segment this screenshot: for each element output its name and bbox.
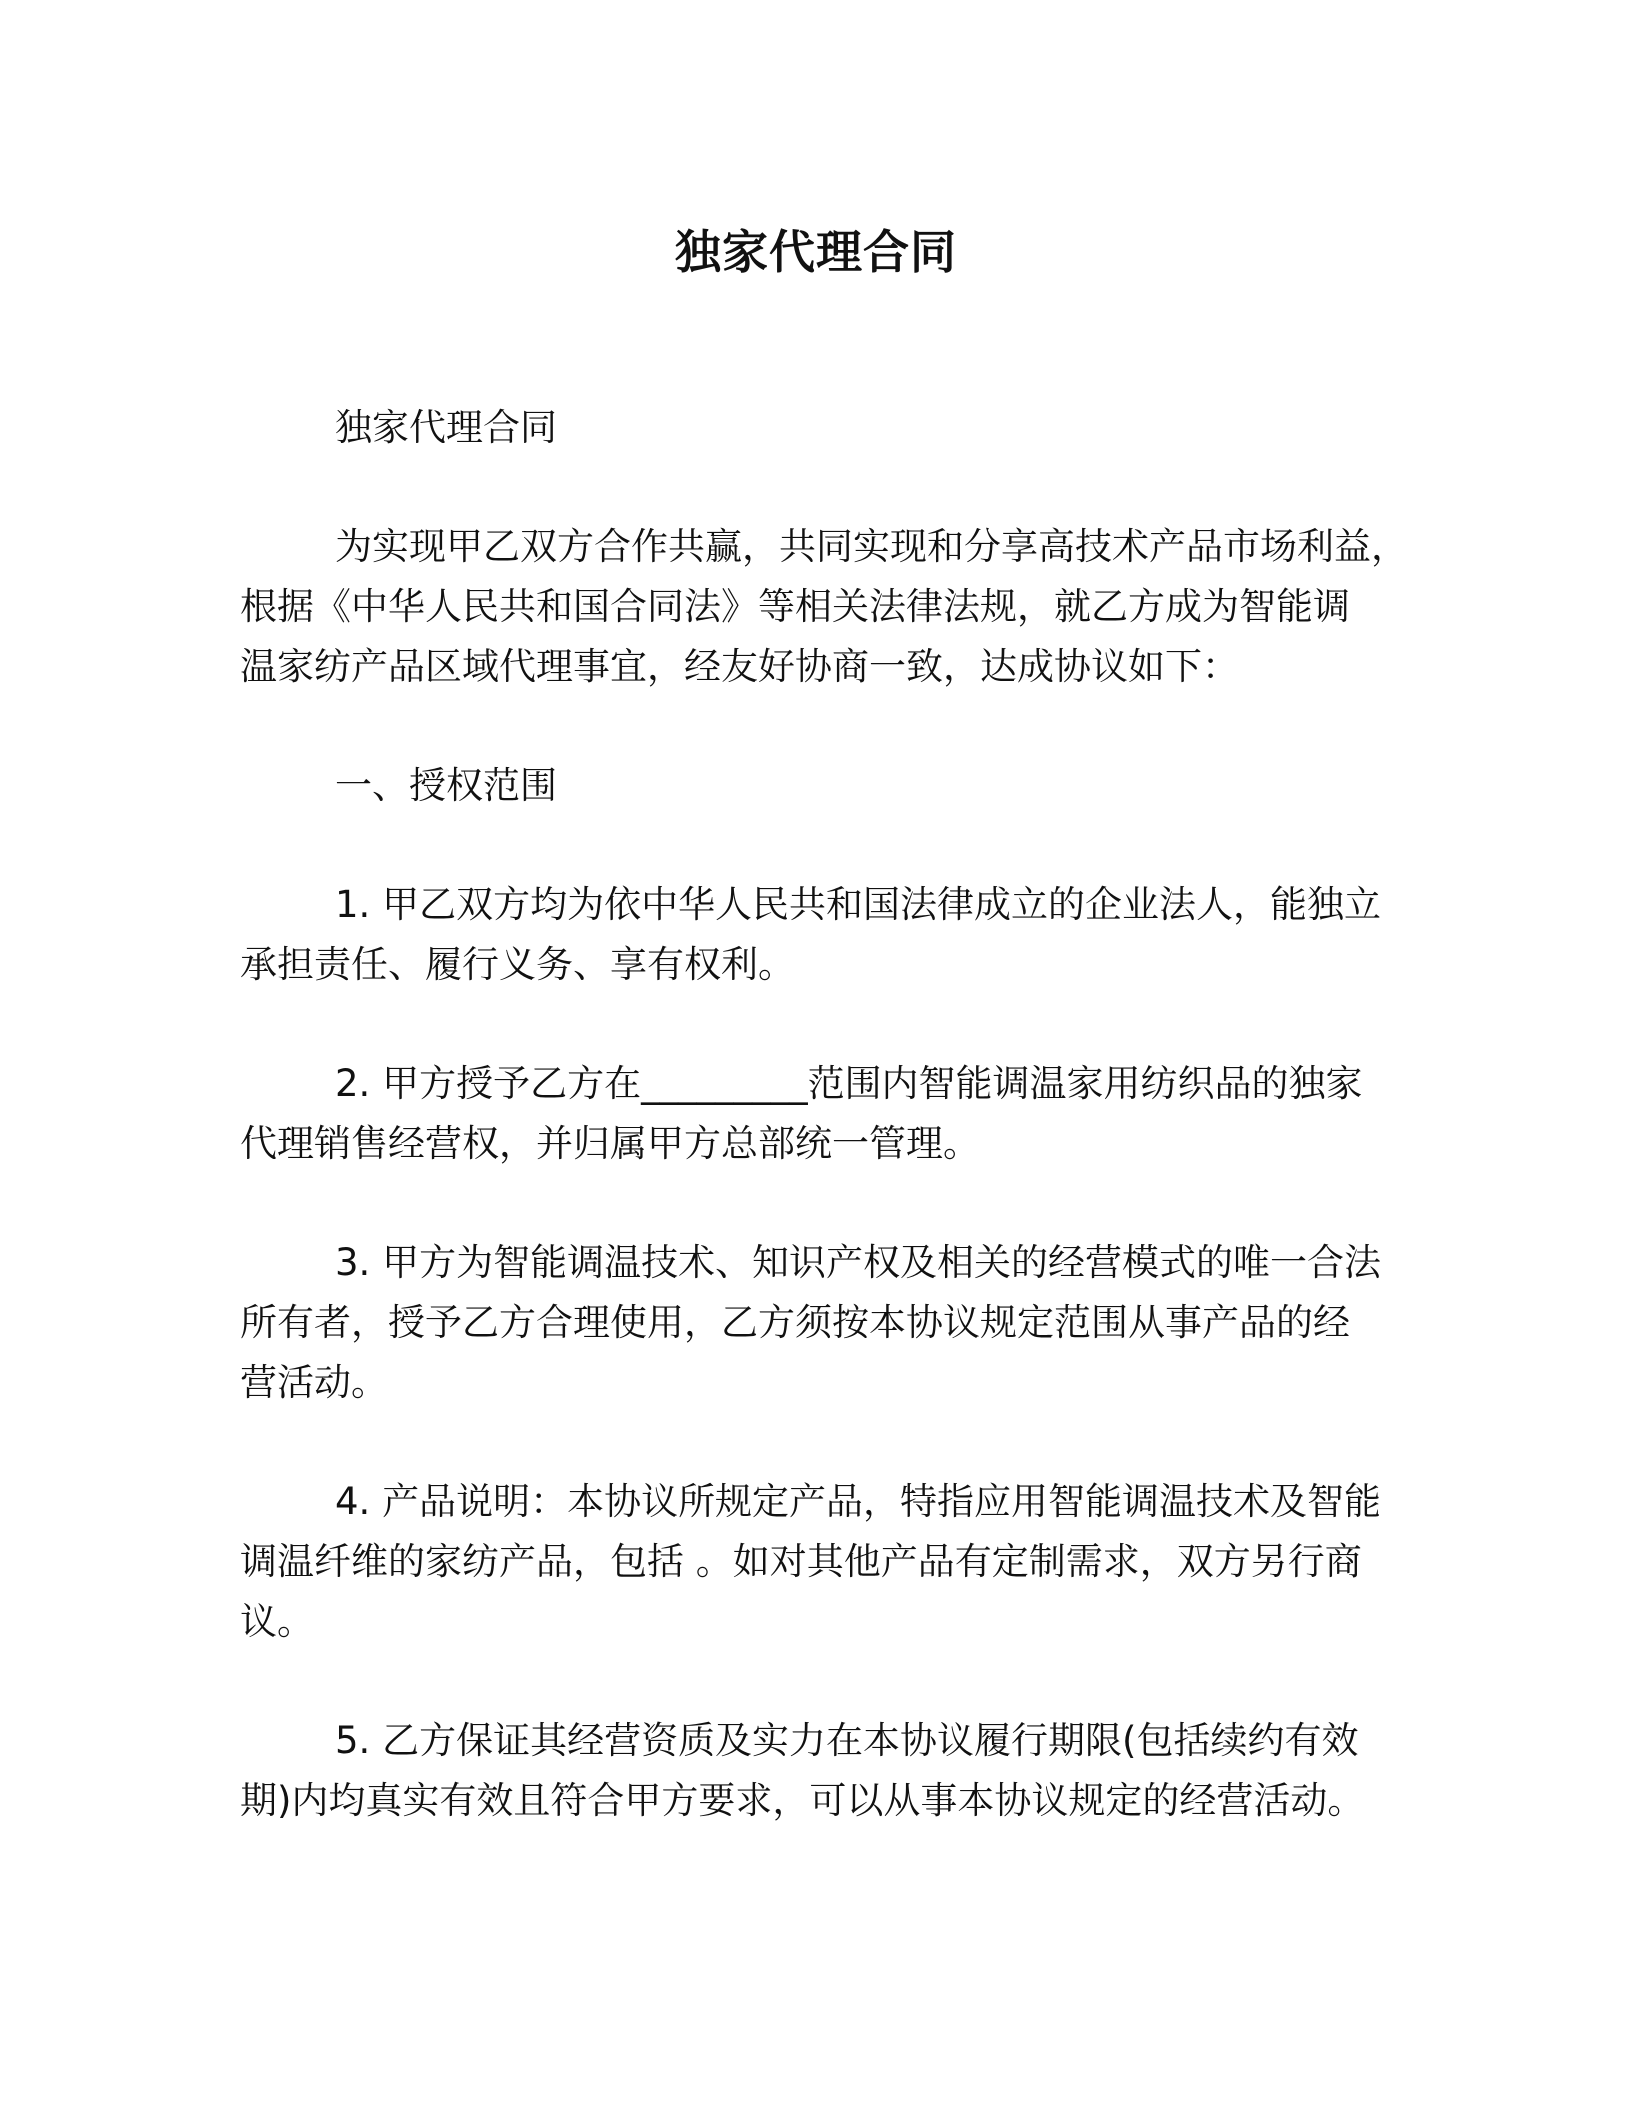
- text-line: 1. 甲乙双方均为依中华人民共和国法律成立的企业法人，能独立: [335, 883, 1382, 926]
- text-line: 期)内均真实有效且符合甲方要求，可以从事本协议规定的经营活动。: [240, 1779, 1365, 1822]
- text-line: 一、授权范围: [335, 764, 557, 807]
- clause-2-paragraph: [240, 1054, 1415, 1174]
- text-line: 温家纺产品区域代理事宜，经友好协商一致，达成协议如下：: [240, 645, 1239, 688]
- preamble-paragraph: [240, 517, 1415, 697]
- clause-4-paragraph: [240, 1472, 1415, 1652]
- text-line: 2. 甲方授予乙方在_________范围内智能调温家用纺织品的独家: [335, 1062, 1363, 1105]
- text-line: 3. 甲方为智能调温技术、知识产权及相关的经营模式的唯一合法: [335, 1241, 1382, 1284]
- text-line: 5. 乙方保证其经营资质及实力在本协议履行期限(包括续约有效: [335, 1719, 1359, 1762]
- document-title: 独家代理合同: [675, 225, 957, 279]
- text-line: 4. 产品说明：本协议所规定产品，特指应用智能调温技术及智能: [335, 1480, 1382, 1523]
- text-line: 承担责任、履行义务、享有权利。: [240, 943, 795, 986]
- text-line: 营活动。: [240, 1361, 388, 1404]
- text-line: 所有者，授予乙方合理使用，乙方须按本协议规定范围从事产品的经: [240, 1301, 1350, 1344]
- subtitle-paragraph: [240, 398, 1415, 458]
- clause-5-paragraph: [240, 1711, 1415, 1831]
- section-heading: [240, 756, 1415, 816]
- text-line: 根据《中华人民共和国合同法》等相关法律法规，就乙方成为智能调: [240, 585, 1350, 628]
- document-body: [240, 398, 1415, 1890]
- text-line: 独家代理合同: [335, 406, 557, 449]
- clause-3-paragraph: [240, 1233, 1415, 1413]
- text-line: 代理销售经营权，并归属甲方总部统一管理。: [240, 1122, 980, 1165]
- text-line: 议。: [240, 1600, 314, 1643]
- clause-1-paragraph: [240, 875, 1415, 995]
- text-line: 调温纤维的家纺产品，包括 。如对其他产品有定制需求，双方另行商: [240, 1540, 1362, 1583]
- text-line: 为实现甲乙双方合作共赢，共同实现和分享高技术产品市场利益，: [335, 525, 1408, 568]
